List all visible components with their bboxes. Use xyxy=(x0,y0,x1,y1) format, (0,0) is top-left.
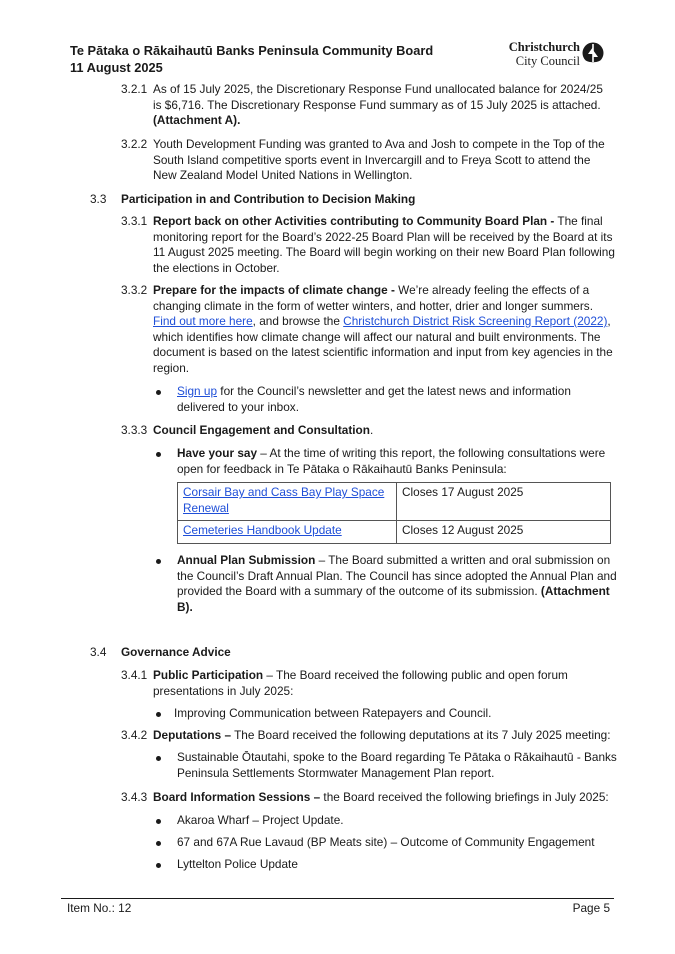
list-item: Improving Communication between Ratepayers and Council. xyxy=(174,706,492,720)
paragraph-text: As of 15 July 2025, the Discretionary Response Fund unallocated balance for 2024/25 is $6,716. The Discretionary Response Fund summary as of 15 July 2025 is attached. xyxy=(153,82,603,112)
bullet-lead: Annual Plan Submission xyxy=(177,553,316,567)
section-3-2-1-text xyxy=(153,82,613,129)
list-item: Sustainable Ōtautahi, spoke to the Board regarding Te Pātaka o Rākaihautū - Banks Peninsula Settlements Stormwater Management Plan report. xyxy=(177,750,617,780)
punctuation: . xyxy=(369,423,374,437)
have-your-say-bullet xyxy=(177,446,617,477)
bullet-text: – At the time of writing this report, the following consultations were open for feedback in Te Pātaka o Rākaihautū Banks Peninsula: xyxy=(177,446,606,476)
bullet-text: for the Council’s newsletter and get the latest news and information delivered to your inbox. xyxy=(177,384,571,414)
section-3-3-1-text xyxy=(153,214,615,276)
bullet-icon xyxy=(156,819,161,824)
logo-text-line2: City Council xyxy=(515,54,580,68)
section-3-2-2-text: Youth Development Funding was granted to Ava and Josh to compete in the Top of the South Island competitive sports event in Invercargill and to Freya Scott to attend the New Zealand Model United Nations in Wellington. xyxy=(153,137,605,182)
section-heading: Participation in and Contribution to Decision Making xyxy=(121,192,416,206)
list-item: Lyttelton Police Update xyxy=(177,857,298,871)
section-heading: Governance Advice xyxy=(121,645,231,659)
sign-up-link[interactable]: Sign up xyxy=(177,384,218,398)
paragraph-text: – The Board received the following public and open forum presentations in July 2025: xyxy=(153,668,568,698)
paragraph-lead: Prepare for the impacts of climate change - xyxy=(153,283,395,297)
section-3-3-3-heading xyxy=(153,423,373,439)
paragraph-text: , which identifies how climate change will affect our natural and built environments. The document is based on the latest scientific information and input from key agencies in the region. xyxy=(153,314,613,375)
bullet-icon xyxy=(156,559,161,564)
paragraph-text: the Board received the following briefings in July 2025: xyxy=(320,790,609,804)
table-row xyxy=(178,521,611,544)
bullet-text: – The Board submitted a written and oral submission on the Council’s Draft Annual Plan. The Council has since adopted the Annual Plan and provided the Board with a summary of the outcome of its submission. xyxy=(177,553,617,598)
page-header-title xyxy=(70,42,490,76)
christchurch-city-council-logo xyxy=(496,40,606,74)
section-3-4-2-text xyxy=(153,728,615,744)
consultation-link-corsair-bay[interactable]: Corsair Bay and Cass Bay Play Space Renewal xyxy=(183,485,385,515)
table-cell: Closes 17 August 2025 xyxy=(397,483,611,521)
table-cell xyxy=(178,483,397,521)
risk-screening-report-link[interactable]: Christchurch District Risk Screening Report (2022) xyxy=(343,314,608,328)
paragraph-text: The final monitoring report for the Board’s 2022-25 Board Plan will be received by the Board at its 11 August 2025 meeting. The Board will begin working on their new Board Plan following the elections in October. xyxy=(153,214,615,275)
paragraph-lead: Public Participation xyxy=(153,668,264,682)
section-number: 3.3.1 xyxy=(121,214,148,228)
annual-plan-bullet xyxy=(177,553,617,615)
section-number: 3.3.2 xyxy=(121,283,148,297)
table-cell: Closes 12 August 2025 xyxy=(397,521,611,544)
bullet-icon xyxy=(156,756,161,761)
attachment-a-reference: (Attachment A). xyxy=(153,113,241,127)
bullet-icon xyxy=(156,712,161,717)
attachment-b-reference: (Attachment B). xyxy=(177,584,610,614)
section-number: 3.2.2 xyxy=(121,137,148,151)
section-number: 3.4 xyxy=(90,645,107,659)
section-number: 3.3 xyxy=(90,192,107,206)
ccc-logo-icon xyxy=(582,41,604,67)
footer-page-number: Page 5 xyxy=(572,901,610,915)
consultations-table xyxy=(177,482,611,544)
bullet-icon xyxy=(156,841,161,846)
bullet-icon xyxy=(156,863,161,868)
bullet-icon xyxy=(156,390,161,395)
paragraph-text: We’re already feeling the effects of a changing climate in the form of wetter winters, and hotter, drier and longer summers. xyxy=(153,283,593,313)
table-row xyxy=(178,483,611,521)
paragraph-lead: Board Information Sessions – xyxy=(153,790,321,804)
table-cell xyxy=(178,521,397,544)
list-item: 67 and 67A Rue Lavaud (BP Meats site) – Outcome of Community Engagement xyxy=(177,835,595,849)
section-number: 3.3.3 xyxy=(121,423,148,437)
paragraph-text: , and browse the xyxy=(252,314,344,328)
header-date: 11 August 2025 xyxy=(70,60,163,75)
bullet-icon xyxy=(156,452,161,457)
section-number: 3.4.3 xyxy=(121,790,148,804)
section-number: 3.4.2 xyxy=(121,728,148,742)
paragraph-lead: Deputations – xyxy=(153,728,231,742)
paragraph-lead: Council Engagement and Consultation xyxy=(153,423,370,437)
header-title-line1: Te Pātaka o Rākaihautū Banks Peninsula Community Board xyxy=(70,43,434,58)
newsletter-bullet-text xyxy=(177,384,597,415)
paragraph-lead: Report back on other Activities contributing to Community Board Plan - xyxy=(153,214,555,228)
footer-divider xyxy=(61,898,614,899)
section-number: 3.4.1 xyxy=(121,668,148,682)
find-out-more-link[interactable]: Find out more here xyxy=(153,314,253,328)
section-3-4-1-text xyxy=(153,668,593,699)
paragraph-text: The Board received the following deputations at its 7 July 2025 meeting: xyxy=(231,728,611,742)
section-number: 3.2.1 xyxy=(121,82,148,96)
consultation-link-cemeteries[interactable]: Cemeteries Handbook Update xyxy=(183,523,342,537)
logo-text-line1: Christchurch xyxy=(508,40,580,54)
bullet-lead: Have your say xyxy=(177,446,258,460)
footer-item-number: Item No.: 12 xyxy=(67,901,132,915)
list-item: Akaroa Wharf – Project Update. xyxy=(177,813,344,827)
section-3-3-2-text xyxy=(153,283,615,376)
section-3-4-3-text xyxy=(153,790,615,806)
